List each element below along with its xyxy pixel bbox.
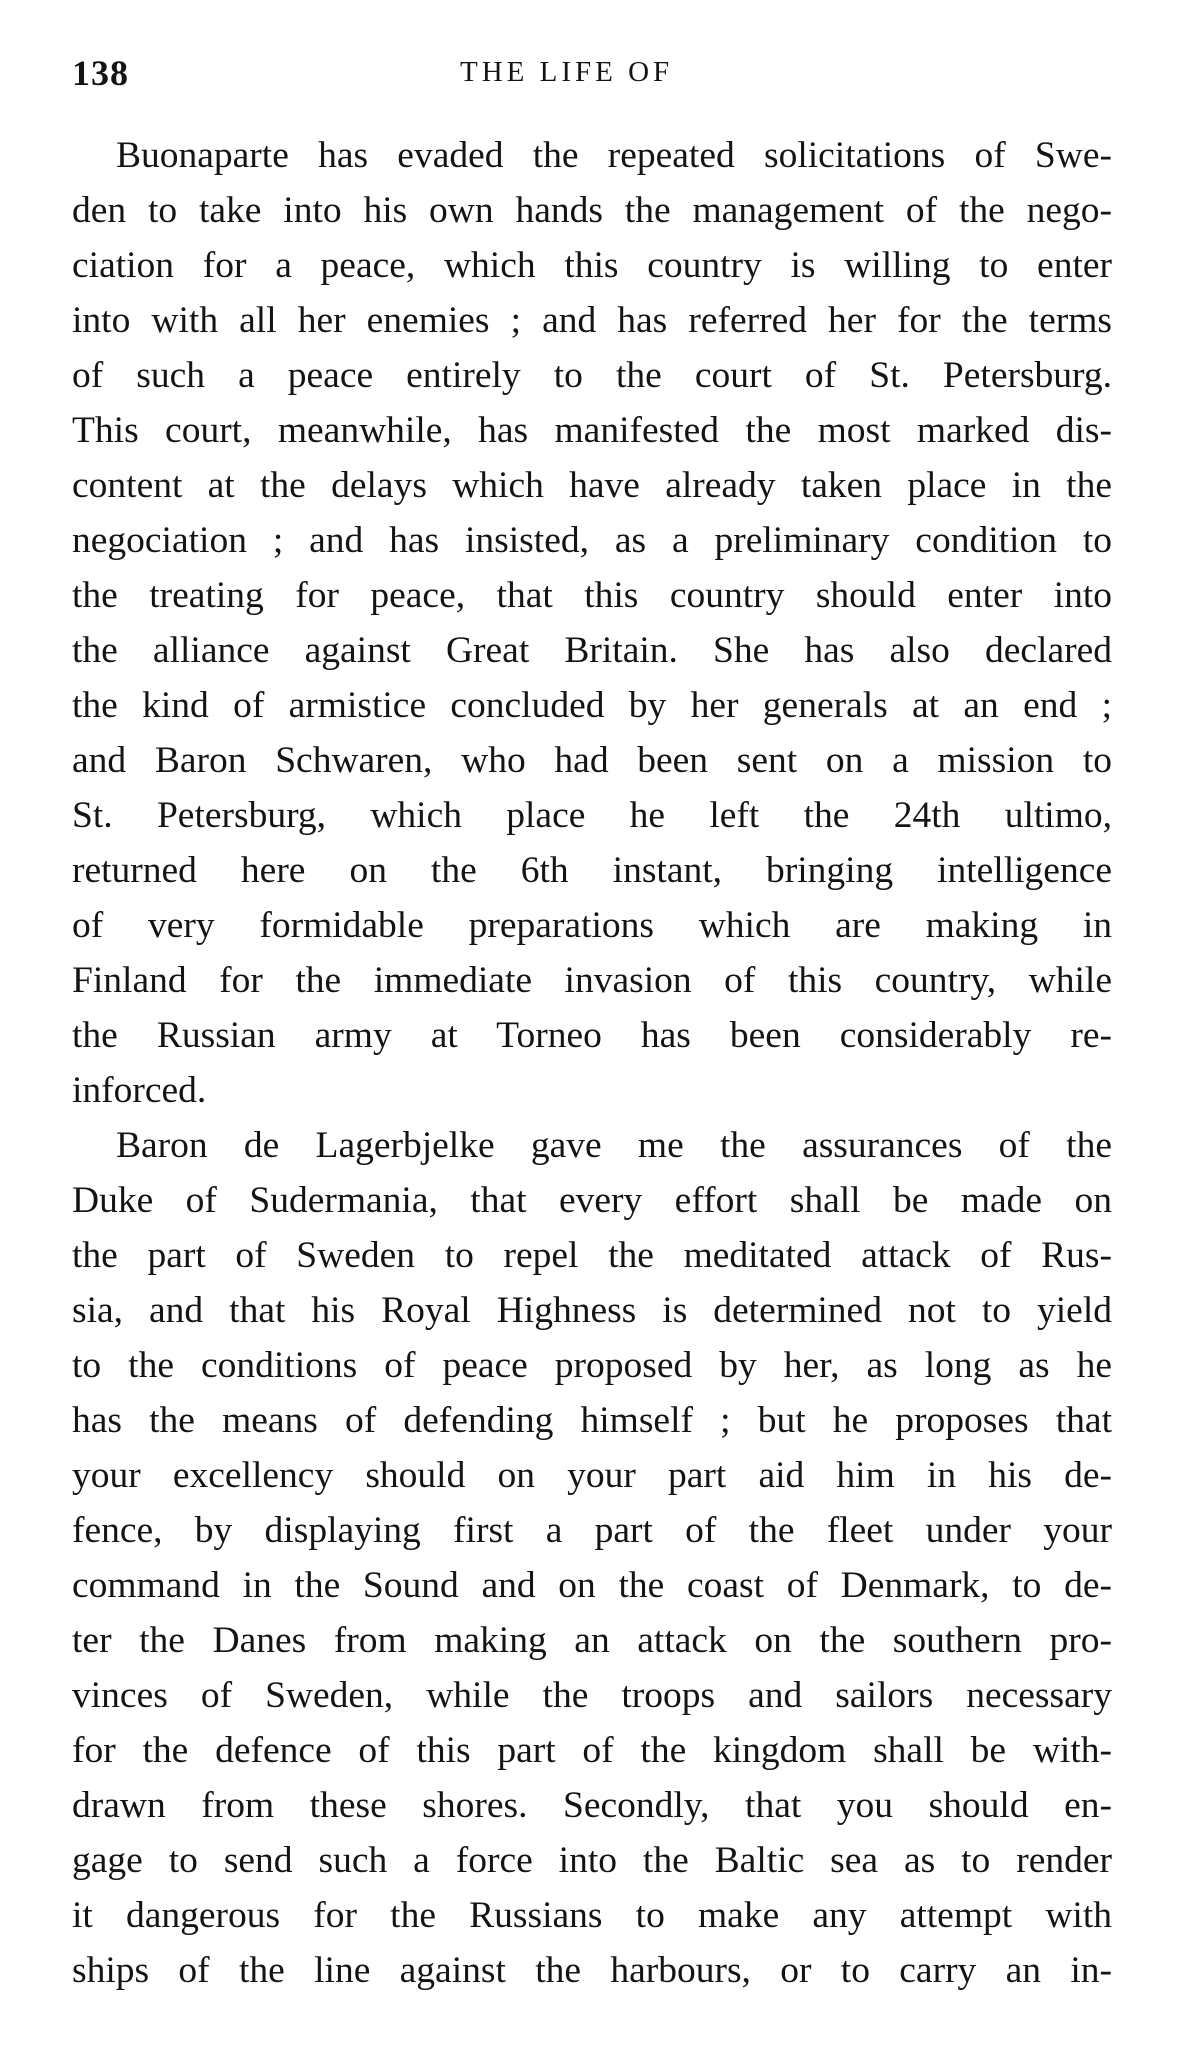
text-line: gage to send such a force into the Baltic sea as to render — [72, 1840, 1112, 1881]
page-header — [72, 52, 1112, 108]
text-line: the part of Sweden to repel the meditated attack of Rus- — [72, 1235, 1112, 1276]
text-line: den to take into his own hands the management of the nego- — [72, 190, 1112, 231]
text-line: ships of the line against the harbours, or to carry an in- — [72, 1950, 1112, 1991]
text-line: ciation for a peace, which this country is willing to enter — [72, 245, 1112, 286]
text-line: command in the Sound and on the coast of Denmark, to de- — [72, 1565, 1112, 1606]
text-line: This court, meanwhile, has manifested the most marked dis- — [72, 410, 1112, 451]
page-number: 138 — [72, 53, 129, 93]
text-line: Baron de Lagerbjelke gave me the assurances of the — [116, 1125, 1112, 1166]
text-line: Duke of Sudermania, that every effort shall be made on — [72, 1180, 1112, 1221]
text-line: the alliance against Great Britain. She has also declared — [72, 630, 1112, 671]
text-line: for the defence of this part of the kingdom shall be with- — [72, 1730, 1112, 1771]
text-line: vinces of Sweden, while the troops and sailors necessary — [72, 1675, 1112, 1716]
text-line: has the means of defending himself ; but he proposes that — [72, 1400, 1112, 1441]
text-line: Finland for the immediate invasion of this country, while — [72, 960, 1112, 1001]
text-line: the kind of armistice concluded by her generals at an end ; — [72, 685, 1112, 726]
text-line: negociation ; and has insisted, as a preliminary condition to — [72, 520, 1112, 561]
text-line: the treating for peace, that this country should enter into — [72, 575, 1112, 616]
text-line: content at the delays which have already taken place in the — [72, 465, 1112, 506]
text-line: sia, and that his Royal Highness is determined not to yield — [72, 1290, 1112, 1331]
text-line: of very formidable preparations which are making in — [72, 905, 1112, 946]
text-line: St. Petersburg, which place he left the 24th ultimo, — [72, 795, 1112, 836]
text-line: Buonaparte has evaded the repeated solicitations of Swe- — [116, 135, 1112, 176]
text-line: your excellency should on your part aid him in his de- — [72, 1455, 1112, 1496]
text-line: and Baron Schwaren, who had been sent on a mission to — [72, 740, 1112, 781]
text-line: fence, by displaying first a part of the fleet under your — [72, 1510, 1112, 1551]
text-line: returned here on the 6th instant, bringing intelligence — [72, 850, 1112, 891]
text-line: ter the Danes from making an attack on the southern pro- — [72, 1620, 1112, 1661]
text-line: inforced. — [72, 1070, 207, 1111]
text-line: into with all her enemies ; and has referred her for the terms — [72, 300, 1112, 341]
text-line: to the conditions of peace proposed by her, as long as he — [72, 1345, 1112, 1386]
text-line: it dangerous for the Russians to make any attempt with — [72, 1895, 1112, 1936]
text-line: of such a peace entirely to the court of St. Petersburg. — [72, 355, 1112, 396]
text-line: drawn from these shores. Secondly, that you should en- — [72, 1785, 1112, 1826]
body-text — [72, 128, 1112, 1998]
text-line: the Russian army at Torneo has been considerably re- — [72, 1015, 1112, 1056]
running-head: THE LIFE OF — [460, 56, 674, 88]
